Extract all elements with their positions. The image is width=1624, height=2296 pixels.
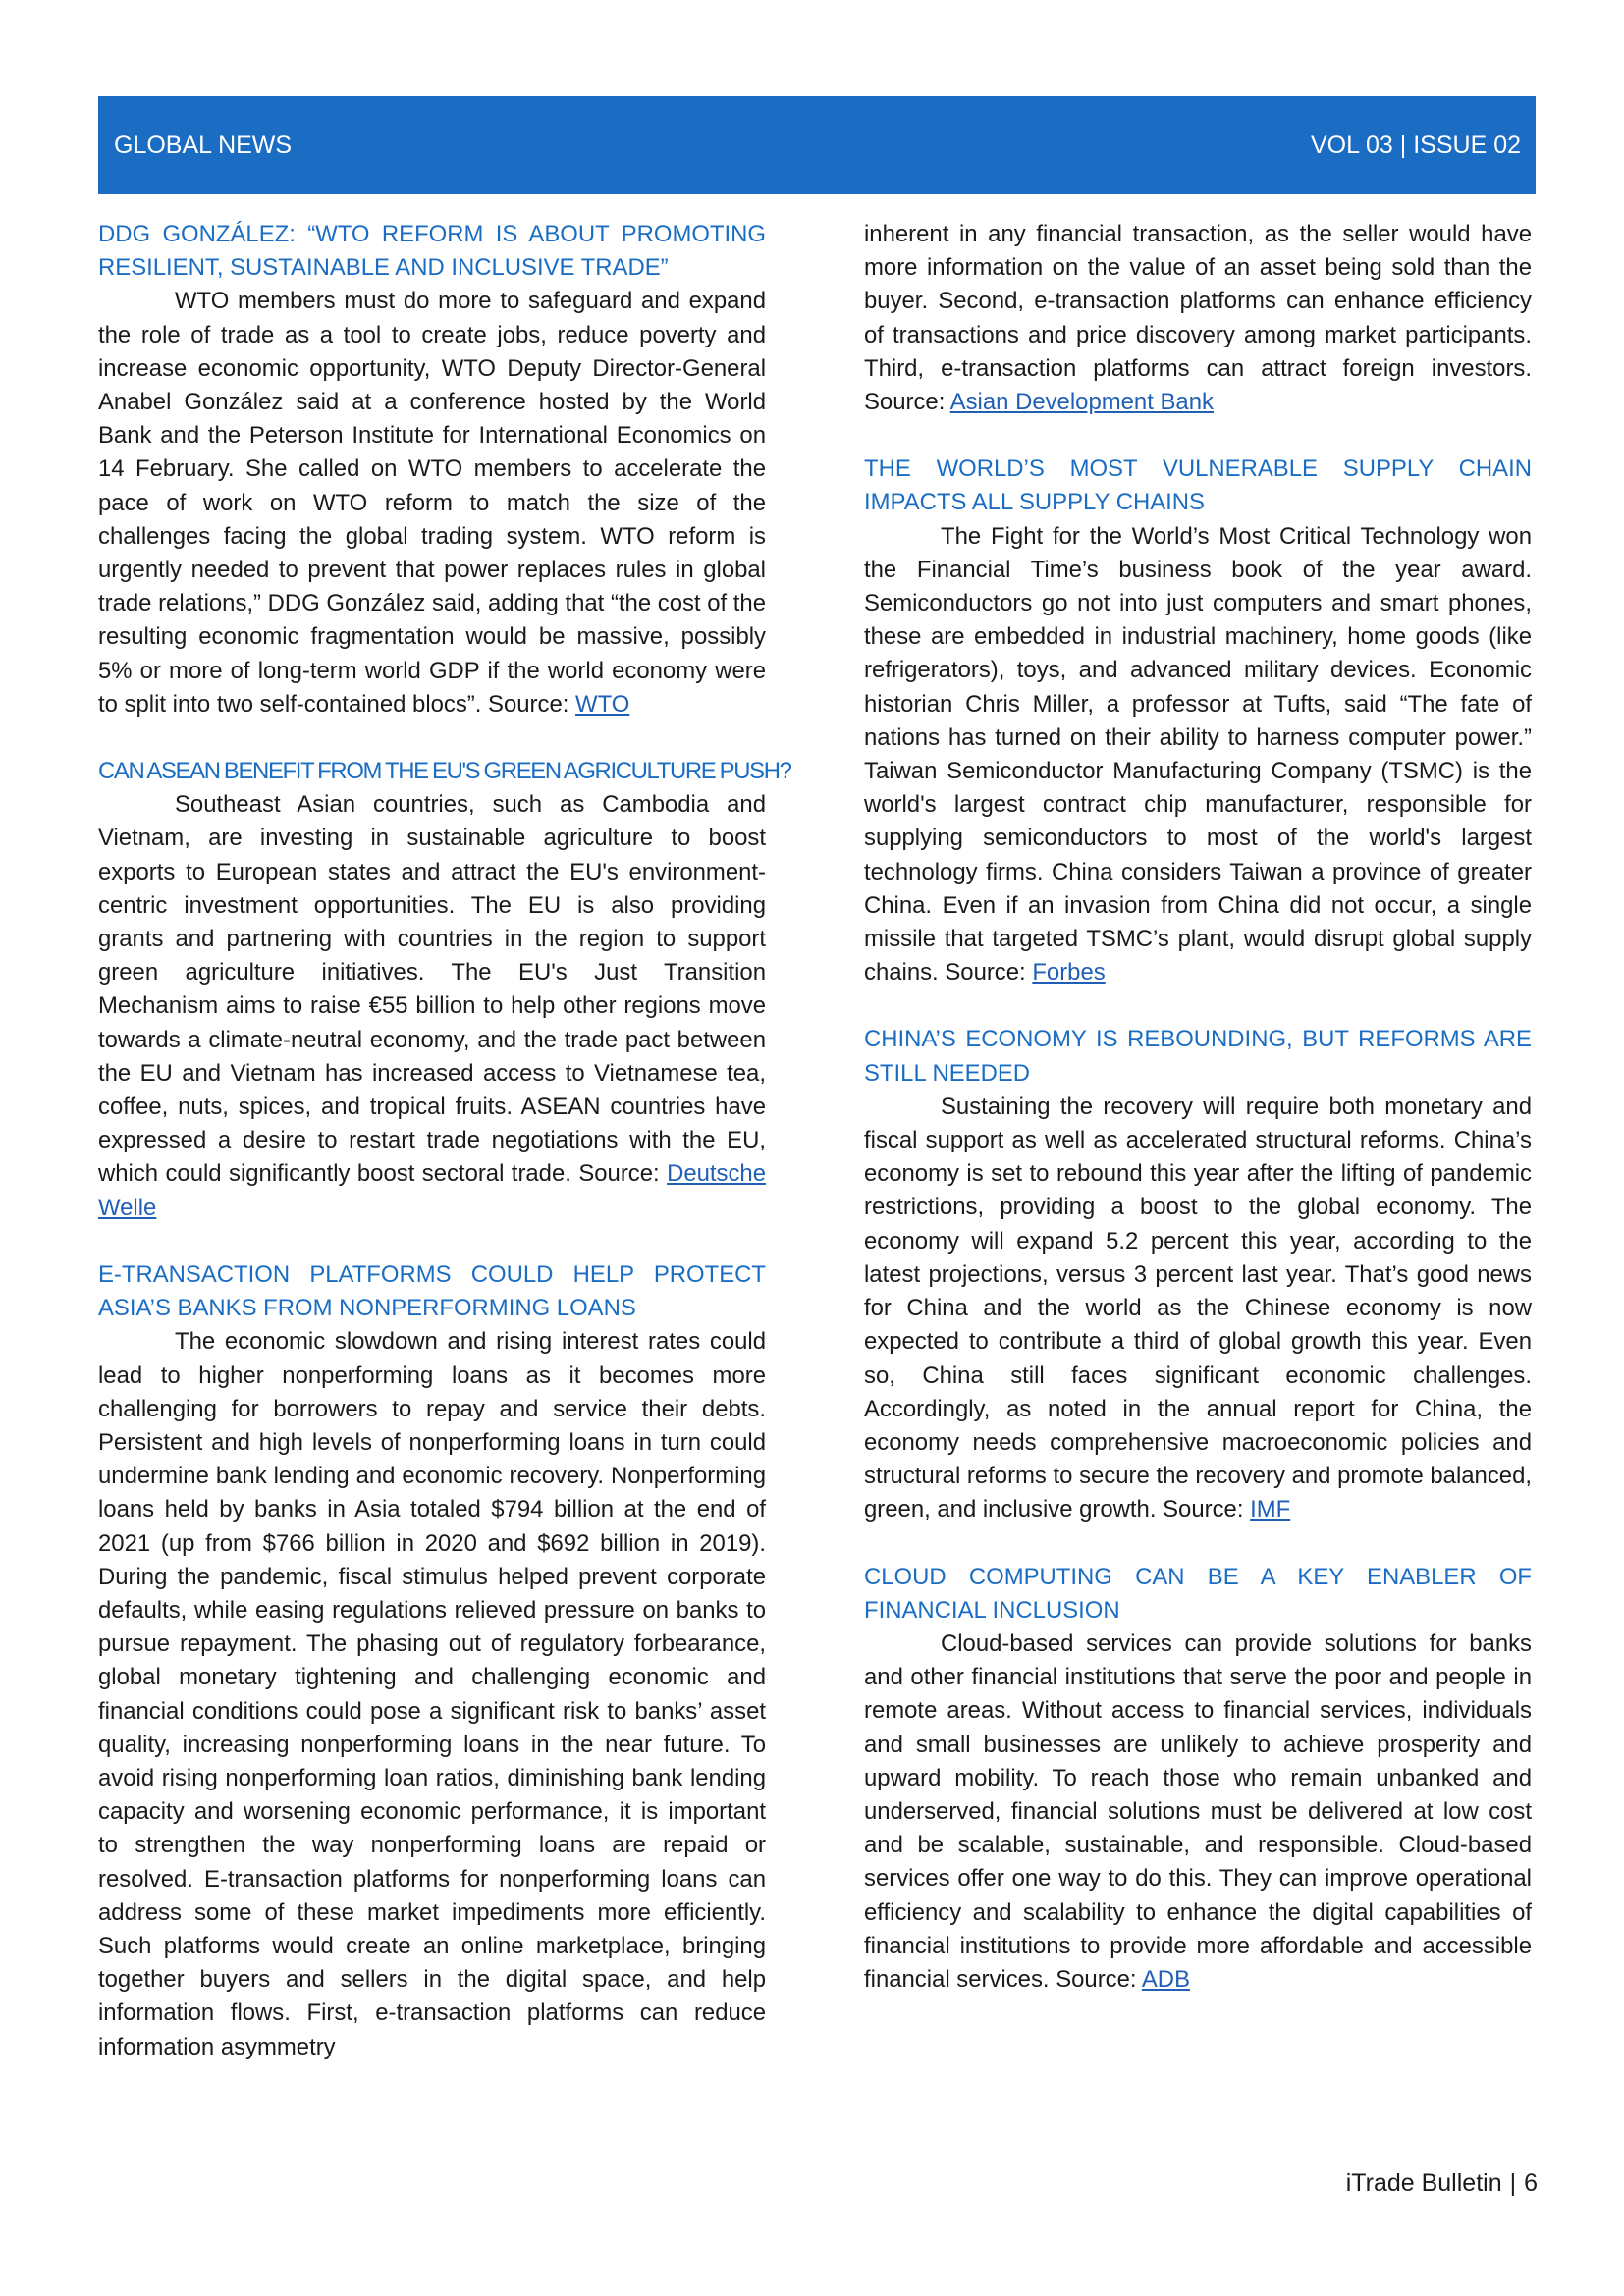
source-link-wto[interactable]: WTO [575,690,630,718]
article-body: WTO members must do more to safeguard and expand the role of trade as a tool to create jobs, reduce poverty and increase economic opportunity, WTO Deputy Director-General Anabel González said at a conference hosted by the World Bank and the Peterson Institute for International Economics on 14 February. She called on WTO members to accelerate the pace of work on WTO reform to match the size of the challenges facing the global trading system. WTO reform is urgently needed to prevent that power replaces rules in global trade relations,” DDG González said, adding that “the cost of the resulting economic fragmentation would be massive, possibly 5% or more of long-term world GDP if the world economy were to split into two self-contained blocs”. Source: WTO [98,288,766,718]
article-e-transaction-platforms [98,1258,766,2064]
source-link-deutsche-welle[interactable]: Deutsche Welle [98,1160,766,1221]
article-wto-reform [98,218,766,721]
article-title: CLOUD COMPUTING CAN BE A KEY ENABLER OF FINANCIAL INCLUSION [864,1563,1532,1624]
article-china-economy [864,1023,1532,1526]
article-title: E-TRANSACTION PLATFORMS COULD HELP PROTECT ASIA’S BANKS FROM NONPERFORMING LOANS [98,1260,766,1322]
source-link-forbes[interactable]: Forbes [1032,959,1106,987]
article-body: Southeast Asian countries, such as Cambodia and Vietnam, are investing in sustainable agriculture to boost exports to European states and attract the EU's environment-centric investment opportunities. The EU is also providing grants and partnering with countries in the region to support green agriculture initiatives. The EU's Just Transition Mechanism aims to raise €55 billion to help other regions move towards a climate-neutral economy, and the trade pact between the EU and Vietnam has increased access to Vietnamese tea, coffee, nuts, spices, and tropical fruits. ASEAN countries have expressed a desire to restart trade negotiations with the EU, which could significantly boost sectoral trade. Source: Deutsche Welle [98,791,766,1221]
article-body: Sustaining the recovery will require both monetary and fiscal support as well as accelerated structural reforms. China’s economy is set to rebound this year after the lifting of pandemic restrictions, providing a boost to the global economy. The economy will expand 5.2 percent this year, according to the latest projections, versus 3 percent last year. That’s good news for China and the world as the Chinese economy is now expected to contribute a third of global growth this year. Even so, China still faces significant economic challenges. Accordingly, as noted in the annual report for China, the economy needs comprehensive macroeconomic policies and structural reforms to secure the recovery and promote balanced, green, and inclusive growth. Source: IMF [864,1093,1532,1523]
article-asean-green-agriculture [98,755,791,1225]
article-body: The Fight for the World’s Most Critical Technology won the Financial Time’s business book of the year award. Semiconductors go not into just computers and smart phones, these are embedded in industrial machinery, home goods (like refrigerators), toys, and advanced military devices. Economic historian Chris Miller, a professor at Tufts, said “The fate of nations has turned on their ability to harness computer power.” Taiwan Semiconductor Manufacturing Company (TSMC) is the world's largest contract chip manufacturer, responsible for supplying semiconductors to most of the world's largest technology firms. China considers Taiwan a province of greater China. Even if an invasion from China did not occur, a single missile that targeted TSMC’s plant, would disrupt global supply chains. Source: Forbes [864,522,1532,987]
source-link-imf[interactable]: IMF [1250,1496,1291,1523]
source-label: Source: [1163,1496,1244,1523]
article-supply-chain [864,453,1532,989]
page-footer [1346,2169,1538,2198]
source-label: Source: [488,690,569,718]
article-e-transaction-platforms-continued [864,218,1532,419]
article-body-continued: inherent in any financial transaction, as the seller would have more information on the value of an asset being sold than the buyer. Second, e-transaction platforms can enhance efficiency of transactions and price discovery among market participants. Third, e-transaction platforms can attract foreign investors. Source: Asian Development Bank [864,221,1532,416]
article-title: CAN ASEAN BENEFIT FROM THE EU'S GREEN AGRICULTURE PUSH? [98,758,791,785]
header-section-label: GLOBAL NEWS [114,131,293,159]
article-title: DDG GONZÁLEZ: “WTO REFORM IS ABOUT PROMOTING RESILIENT, SUSTAINABLE AND INCLUSIVE TRADE” [98,221,766,282]
article-title: CHINA’S ECONOMY IS REBOUNDING, BUT REFORMS ARE STILL NEEDED [864,1026,1532,1087]
left-column [98,218,791,2098]
source-label: Source: [578,1160,660,1188]
source-link-adb[interactable]: ADB [1141,1965,1190,1993]
source-label: Source: [945,959,1026,987]
footer-separator: | [1509,2169,1517,2197]
article-cloud-computing [864,1561,1532,1998]
source-label: Source: [864,389,946,416]
article-title: THE WORLD’S MOST VULNERABLE SUPPLY CHAIN IMPACTS ALL SUPPLY CHAINS [864,455,1532,516]
article-body: The economic slowdown and rising interest rates could lead to higher nonperforming loans as it becomes more challenging for borrowers to repay and service their debts. Persistent and high levels of nonperforming loans in turn could undermine bank lending and economic recovery. Nonperforming loans held by banks in Asia totaled $794 billion at the end of 2021 (up from $766 billion in 2020 and $692 billion in 2019). During the pandemic, fiscal stimulus helped prevent corporate defaults, while easing regulations relieved pressure on banks to pursue repayment. The phasing out of regulatory forbearance, global monetary tightening and challenging economic and financial conditions could pose a significant risk to banks’ asset quality, increasing nonperforming loans in the near future. To avoid rising nonperforming loan ratios, diminishing bank lending capacity and worsening economic performance, it is important to strengthen the way nonperforming loans are repaid or resolved. E-transaction platforms for nonperforming loans can address some of these market impediments more efficiently. Such platforms would create an online marketplace, bringing together buyers and sellers in the digital space, and help information flows. First, e-transaction platforms can reduce information asymmetry [98,1328,766,2060]
source-label: Source: [1056,1965,1137,1993]
right-column [864,218,1532,2030]
page-header [98,96,1536,194]
source-link-adb-bank[interactable]: Asian Development Bank [949,389,1214,416]
header-issue-label: VOL 03 | ISSUE 02 [1310,131,1521,159]
publication-name: iTrade Bulletin [1345,2169,1502,2197]
article-body: Cloud-based services can provide solutions for banks and other financial institutions that serve the poor and people in remote areas. Without access to financial services, individuals and small businesses are unlikely to achieve prosperity and upward mobility. To reach those who remain unbanked and underserved, financial solutions must be delivered at low cost and be scalable, sustainable, and responsible. Cloud-based services offer one way to do this. They can improve operational efficiency and scalability to enhance the digital capabilities of financial institutions to provide more affordable and accessible financial services. Source: ADB [864,1629,1532,1993]
page-number: 6 [1524,2169,1538,2197]
